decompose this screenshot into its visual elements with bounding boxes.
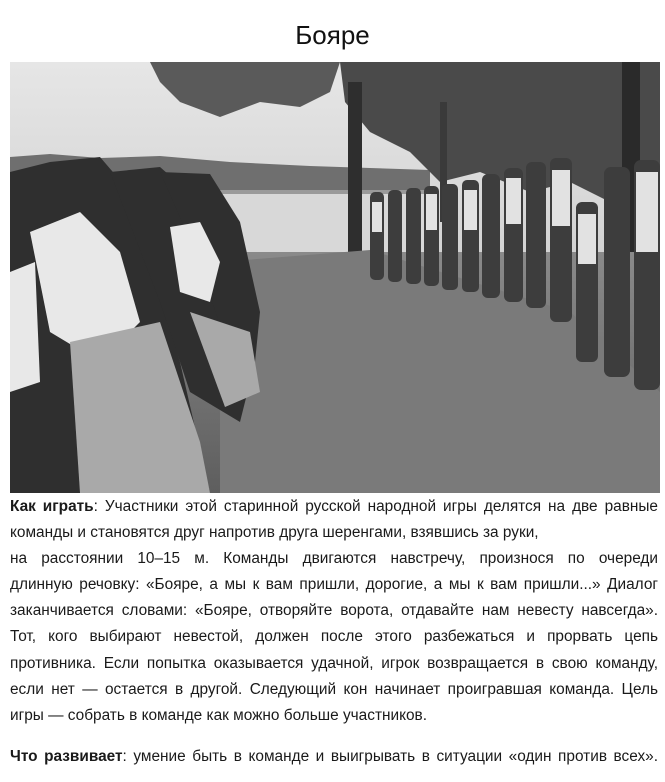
how-to-play-label: Как играть xyxy=(10,498,94,515)
text-line: если нет — остается в другой. Следующий кон начинает проигравшая команда. Цель xyxy=(10,680,658,698)
text-line: игры — собрать в команде как можно больше участников. xyxy=(10,706,428,724)
text-line: на расстоянии 10–15 м. Команды двигаются навстречу, произнося по очереди xyxy=(10,550,658,568)
text-line: команды и становятся друг напротив друга шеренгами, взявшись за руки, xyxy=(10,524,539,542)
develops-label: Что развивает xyxy=(10,748,123,765)
page-title: Бояре xyxy=(295,20,370,50)
text-line: длинную речовку: «Бояре, а мы к вам пришли, дорогие, а мы к вам пришли...» Диалог xyxy=(10,576,658,594)
what-it-develops xyxy=(10,744,658,770)
develops-text: : умение быть в команде и выигрывать в ситуации «один против всех». xyxy=(122,748,658,765)
game-photo xyxy=(10,62,660,493)
photo-illustration xyxy=(10,62,660,493)
text-line: заканчивается словами: «Бояре, отворяйте ворота, отдавайте нам невесту навсегда». xyxy=(10,602,658,620)
text-line: Тот, кого выбирают невестой, должен после этого разбежаться и прорвать цепь xyxy=(10,628,658,646)
how-to-play-line-1: : Участники этой старинной русской народной игры делятся на две равные xyxy=(93,498,658,515)
text-line xyxy=(10,494,658,520)
how-to-play-paragraph xyxy=(10,494,658,729)
text-line: противника. Если попытка оказывается удачной, игрок возвращается в свою команду, xyxy=(10,654,658,672)
